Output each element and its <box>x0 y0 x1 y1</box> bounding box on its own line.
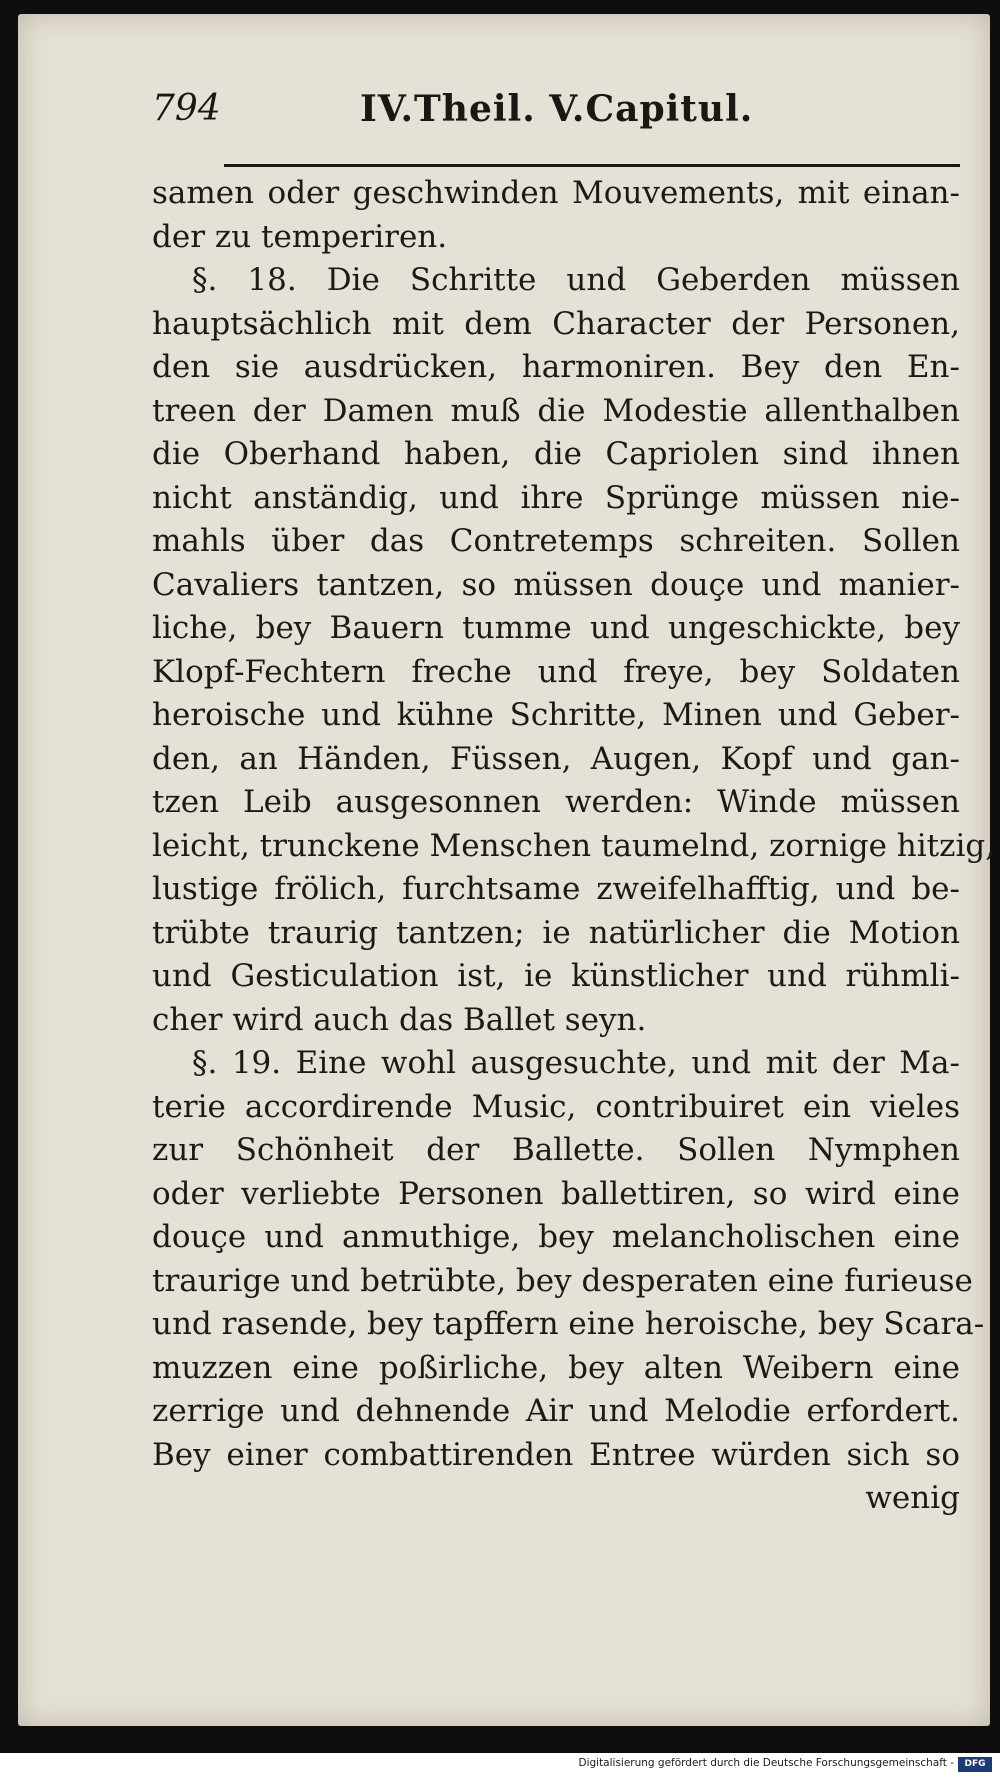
text-line: und Gesticulation ist, ie künstlicher und rühmli- <box>152 958 960 994</box>
text-line: leicht, trunckene Menschen taumelnd, zornige hitzig, <box>152 827 996 864</box>
text-line: zur Schönheit der Ballette. Sollen Nymphen <box>152 1132 960 1168</box>
text-line: den, an Händen, Füssen, Augen, Kopf und gan- <box>152 740 960 777</box>
page-content <box>152 84 996 1516</box>
book-page <box>18 14 996 1726</box>
digitization-footer <box>0 1753 1000 1777</box>
text-line: den sie ausdrücken, harmoniren. Bey den En- <box>152 349 960 385</box>
text-body <box>152 172 996 1521</box>
dfg-logo: DFG <box>958 1757 992 1772</box>
text-line: douçe und anmuthige, bey melancholischen eine <box>152 1219 960 1255</box>
text-line: der zu temperiren. <box>152 218 448 255</box>
text-line: mahls über das Contretemps schreiten. Sollen <box>152 523 960 559</box>
page-number: 794 <box>152 88 221 129</box>
text-line: heroische und kühne Schritte, Minen und Geber- <box>152 697 960 733</box>
funding-credit: Digitalisierung gefördert durch die Deutsche Forschungsgemeinschaft - <box>578 1757 954 1769</box>
text-line: liche, bey Bauern tumme und ungeschickte, bey <box>152 610 960 646</box>
text-line: Cavaliers tantzen, so müssen douçe und manier- <box>152 566 960 603</box>
text-line: samen oder geschwinden Mouvements, mit einan- <box>152 175 960 211</box>
text-line: tzen Leib ausgesonnen werden: Winde müssen <box>152 784 960 820</box>
text-line: §. 19. Eine wohl ausgesuchte, und mit der Ma- <box>192 1045 960 1081</box>
text-line: die Oberhand haben, die Capriolen sind ihnen <box>152 436 960 472</box>
text-line: oder verliebte Personen ballettiren, so wird eine <box>152 1175 960 1212</box>
text-line: und rasende, bey tapffern eine heroische, bey Scara- <box>152 1306 985 1342</box>
catchword: wenig <box>865 1480 960 1516</box>
text-line: Bey einer combattirenden Entree würden sich so <box>152 1436 960 1473</box>
text-line: Klopf-Fechtern freche und freye, bey Soldaten <box>152 653 960 690</box>
header-rule <box>224 164 960 167</box>
text-line: muzzen eine poßirliche, bey alten Weibern eine <box>152 1349 960 1386</box>
running-head: IV.Theil. V.Capitul. <box>360 88 754 130</box>
text-line: treen der Damen muß die Modestie allenthalben <box>152 392 960 429</box>
text-line: terie accordirende Music, contribuiret ein vieles <box>152 1088 960 1125</box>
text-line: trübte traurig tantzen; ie natürlicher die Motion <box>152 914 960 951</box>
text-line: §. 18. Die Schritte und Geberden müssen <box>192 262 960 298</box>
text-line: traurige und betrübte, bey desperaten eine furieuse <box>152 1262 973 1299</box>
text-line: zerrige und dehnende Air und Melodie erfordert. <box>152 1393 960 1429</box>
text-line: lustige frölich, furchtsame zweifelhafftig, und be- <box>152 871 960 907</box>
text-line: hauptsächlich mit dem Character der Personen, <box>152 305 960 342</box>
page-header <box>152 84 962 136</box>
text-line: cher wird auch das Ballet seyn. <box>152 1001 647 1038</box>
text-line: nicht anständig, und ihre Sprünge müssen nie- <box>152 479 960 516</box>
